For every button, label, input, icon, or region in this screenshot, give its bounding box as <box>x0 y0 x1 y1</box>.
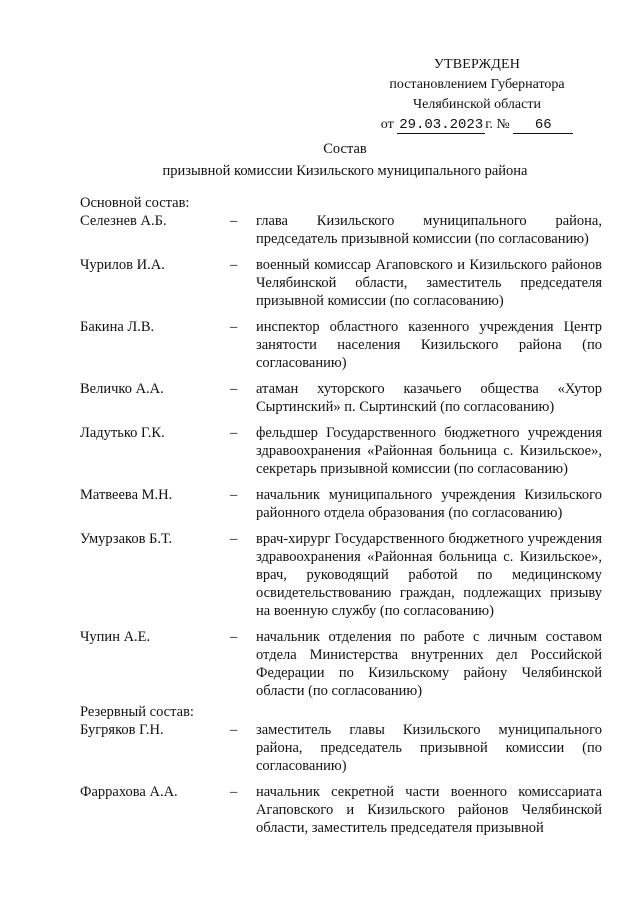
member-row <box>80 721 602 775</box>
approval-line-1: постановлением Губернатора <box>389 77 565 92</box>
dash-separator: – <box>230 257 238 273</box>
member-role: глава Кизильского муниципального района, председатель призывной комиссии (по согласованию) <box>256 213 602 247</box>
year-suffix: г. <box>485 117 493 132</box>
member-row <box>80 530 602 620</box>
title-line-2: призывной комиссии Кизильского муниципального района <box>162 163 528 179</box>
dash-separator: – <box>230 381 238 397</box>
member-name: Ладутько Г.К. <box>80 425 165 441</box>
member-row <box>80 486 602 522</box>
member-name: Чурилов И.А. <box>80 257 165 273</box>
dash-separator: – <box>230 722 238 738</box>
member-role: начальник секретной части военного комиссариата Агаповского и Кизильского районов Челябинской области, заместитель председателя призывной <box>256 784 602 836</box>
from-label: от <box>380 117 394 132</box>
member-role: военный комиссар Агаповского и Кизильского районов Челябинской области, заместитель председателя призывной комиссии (по согласованию) <box>256 257 602 309</box>
dash-separator: – <box>230 531 238 547</box>
member-name: Бакина Л.В. <box>80 319 155 335</box>
member-row <box>80 424 602 478</box>
member-role: фельдшер Государственного бюджетного учреждения здравоохранения «Районная больница с. Кизильское», секретарь призывной комиссии (по согласованию) <box>256 425 602 477</box>
document-title <box>90 138 600 182</box>
dash-separator: – <box>230 319 238 335</box>
member-row <box>80 380 602 416</box>
member-row <box>80 212 602 248</box>
dash-separator: – <box>230 213 238 229</box>
member-name: Умурзаков Б.Т. <box>80 531 173 547</box>
commission-list <box>80 194 602 845</box>
member-name: Чупин А.Е. <box>80 629 151 645</box>
approval-line-2: Челябинской области <box>413 97 541 112</box>
member-role: атаман хуторского казачьего общества «Хутор Сыртинский» п. Сыртинский (по согласованию) <box>256 381 602 415</box>
approval-date: 29.03.2023 <box>399 117 484 133</box>
member-role: начальник отделения по работе с личным составом отдела Министерства внутренних дел Российской Федерации по Кизильскому району Челябинской области (по согласованию) <box>256 629 602 699</box>
member-role: инспектор областного казенного учреждения Центр занятости населения Кизильского района (по согласованию) <box>256 319 602 371</box>
member-name: Величко А.А. <box>80 381 164 397</box>
member-row <box>80 256 602 310</box>
member-role: начальник муниципального учреждения Кизильского районного отдела образования (по согласованию) <box>256 487 602 521</box>
approval-stamp <box>372 55 582 135</box>
title-line-1: Состав <box>323 141 367 157</box>
approval-date-line <box>372 115 582 135</box>
member-role: врач-хирург Государственного бюджетного учреждения здравоохранения «Районная больница с. Кизильское», врач, руководящий работой по медицинскому освидетельствованию граждан, подлежащих призыву на военную службу (по согласованию) <box>256 531 602 619</box>
dash-separator: – <box>230 784 238 800</box>
main-members-list <box>80 212 602 700</box>
member-row <box>80 783 602 837</box>
member-row <box>80 318 602 372</box>
approval-number: 66 <box>513 117 573 134</box>
approval-heading: УТВЕРЖДЕН <box>433 57 521 72</box>
member-name: Фаррахова А.А. <box>80 784 178 800</box>
member-name: Селезнев А.Б. <box>80 213 167 229</box>
member-name: Матвеева М.Н. <box>80 487 173 503</box>
member-row <box>80 628 602 700</box>
dash-separator: – <box>230 425 238 441</box>
main-section-label: Основной состав: <box>80 195 190 211</box>
member-name: Бугряков Г.Н. <box>80 722 164 738</box>
dash-separator: – <box>230 487 238 503</box>
dash-separator: – <box>230 629 238 645</box>
reserve-section-label: Резервный состав: <box>80 704 194 720</box>
member-role: заместитель главы Кизильского муниципального района, председатель призывной комиссии (по согласованию) <box>256 722 602 774</box>
reserve-members-list <box>80 721 602 837</box>
number-label: № <box>496 117 510 132</box>
